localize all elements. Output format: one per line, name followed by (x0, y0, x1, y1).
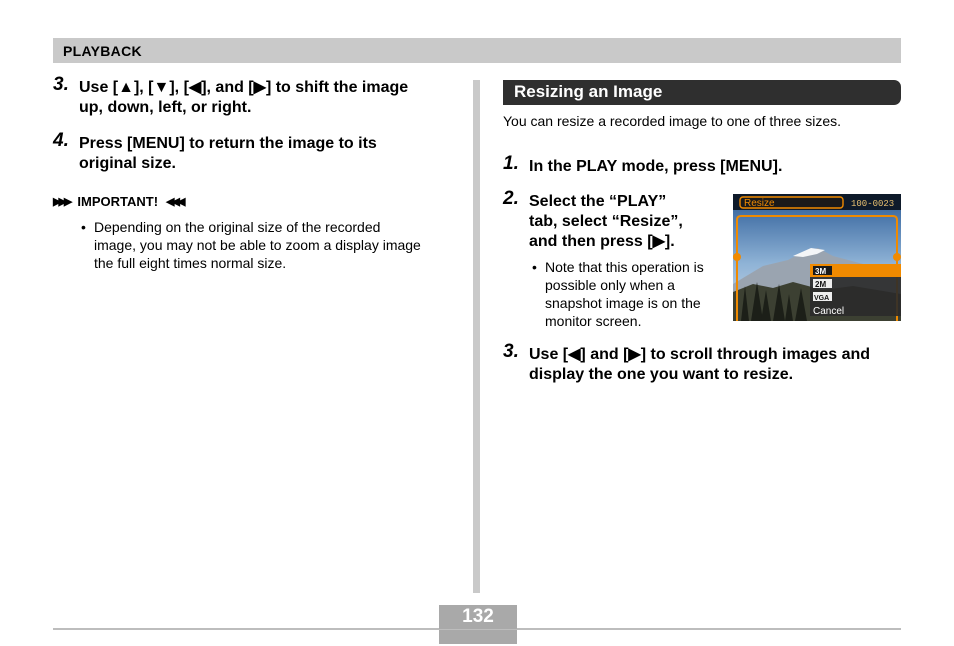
note-line: possible only when a (545, 277, 675, 293)
triangles-right-icon: ▶▶▶ (53, 196, 70, 208)
section-header-title: PLAYBACK (63, 43, 142, 59)
screen-file-number: 100-0023 (851, 199, 895, 209)
camera-screen-illustration (733, 194, 901, 321)
step-number: 3. (503, 341, 519, 362)
bullet-dot: • (532, 259, 537, 275)
option-cancel-label: Cancel (813, 306, 845, 317)
step-3-right (503, 341, 871, 385)
note-line: Depending on the original size of the recorded (94, 219, 381, 235)
note-line: snapshot image is on the (545, 295, 701, 311)
column-divider (473, 80, 480, 593)
step-text-line: Use [◀] and [▶] to scroll through images and (529, 346, 871, 363)
step-text-line: Press [MENU] to return the image to its (79, 135, 377, 152)
step-1-right (503, 153, 783, 177)
intro-text: You can resize a recorded image to one of three sizes. (503, 113, 842, 129)
important-label: IMPORTANT! (77, 194, 159, 209)
step-text-line: Select the “PLAY” (529, 193, 667, 210)
page-number-tab (439, 630, 517, 644)
step-text-line: and then press [▶]. (529, 233, 675, 250)
note-line: the full eight times normal size. (94, 255, 287, 271)
step-2-right (503, 188, 683, 252)
section-title-bar (503, 80, 901, 105)
step-number: 4. (53, 130, 69, 151)
bullet-dot: • (81, 219, 86, 235)
step-number: 1. (503, 153, 519, 174)
important-note (81, 218, 421, 272)
page-number: 132 (439, 605, 517, 629)
resize-menu-screen (733, 194, 901, 321)
step-text-line: display the one you want to resize. (529, 366, 794, 383)
screen-menu-title: Resize (744, 198, 775, 209)
page-header-bar (53, 38, 901, 63)
note-line: image, you may not be able to zoom a display image (94, 237, 421, 253)
option-vga-label: VGA (814, 295, 830, 302)
step-text-line: up, down, left, or right. (79, 99, 252, 116)
step-text-line: Use [▲], [▼], [◀], and [▶] to shift the image (79, 79, 409, 96)
important-heading (53, 194, 182, 209)
right-arrow-icon (893, 253, 901, 261)
step-2-note (532, 258, 704, 330)
note-line: monitor screen. (545, 313, 642, 329)
step-text-line: original size. (79, 155, 176, 172)
step-text-line: In the PLAY mode, press [MENU]. (529, 158, 783, 175)
section-title: Resizing an Image (514, 82, 663, 101)
option-2m-label: 2M (815, 280, 827, 289)
triangles-left-icon: ◀◀◀ (166, 196, 183, 208)
note-line: Note that this operation is (545, 259, 704, 275)
step-3-left (53, 74, 409, 118)
option-3m-label: 3M (815, 267, 827, 276)
step-text-line: tab, select “Resize”, (529, 213, 683, 230)
step-number: 2. (503, 188, 519, 209)
left-arrow-icon (733, 253, 741, 261)
step-4-left (53, 130, 377, 174)
step-number: 3. (53, 74, 69, 95)
